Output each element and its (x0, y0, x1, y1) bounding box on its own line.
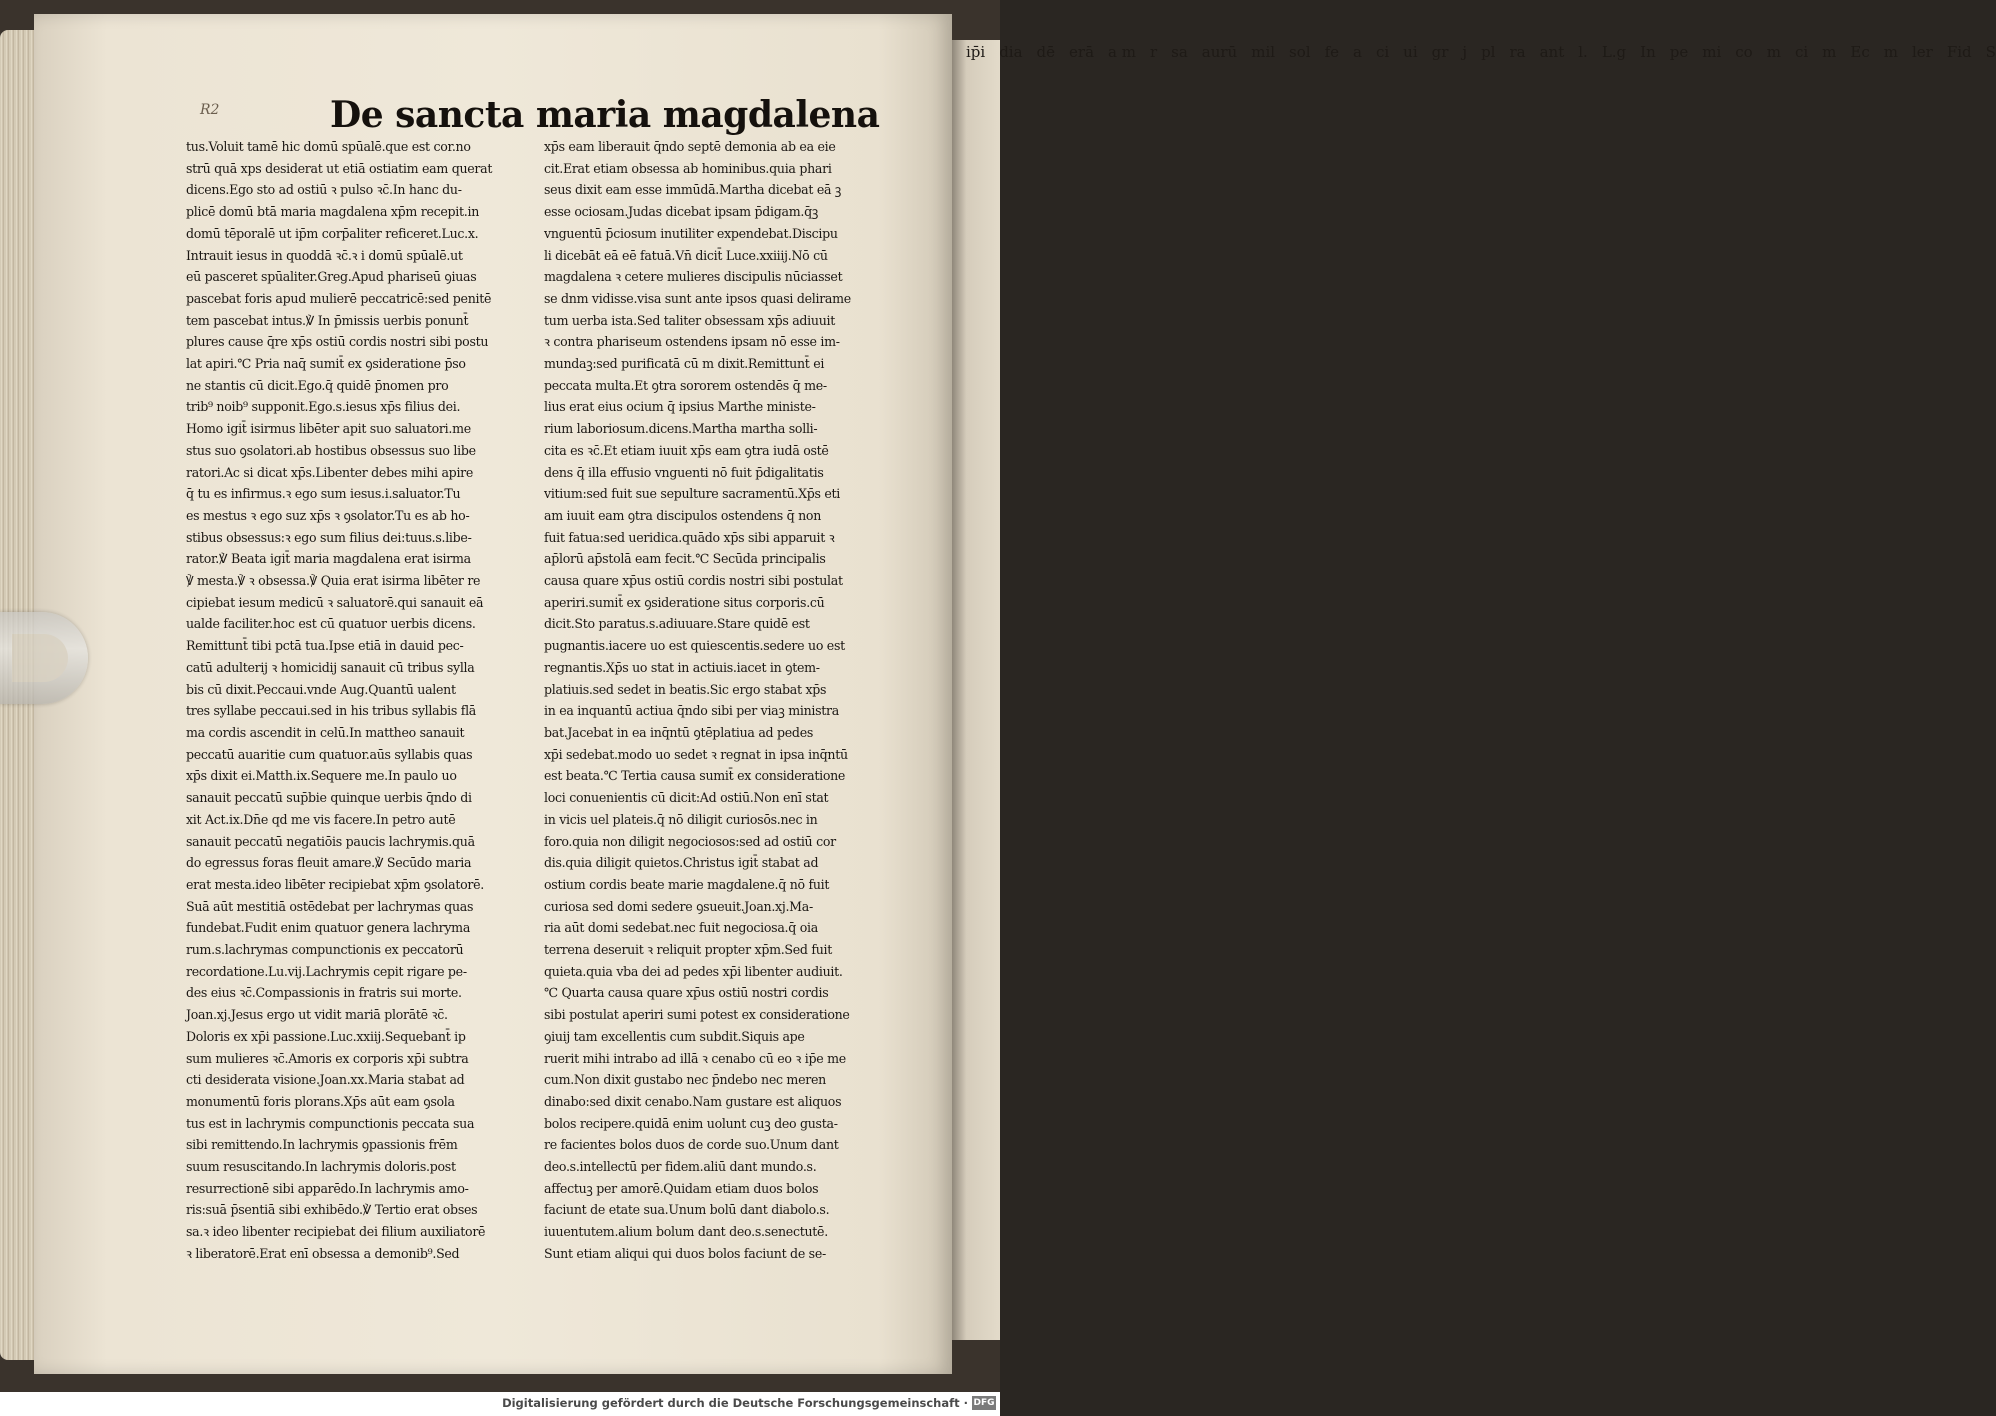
text-line: suum resuscitando.In lachrymis doloris.post (186, 1159, 456, 1175)
text-line: Homo igit̄ isirmus libēter apit suo saluatori.me (186, 421, 471, 437)
text-line: xp̄i sedebat.modo uo sedet ꝛ regnat in ipsa inq̄ntū (544, 746, 848, 762)
facing-text-fragment: erā (1069, 43, 1095, 61)
text-line: ℃ Quarta causa quare xp̄us ostiū nostri cordis (544, 985, 829, 1001)
facing-text-fragment: ler (1911, 43, 1933, 61)
facing-page (952, 40, 1996, 1340)
text-line: cum.Non dixit gustabo nec p̄ndebo nec meren (544, 1072, 826, 1088)
text-line: iuuentutem.alium bolum dant deo.s.senectutē. (544, 1224, 828, 1240)
text-line: ꝯiuij tam excellentis cum subdit.Siquis ape (544, 1028, 805, 1044)
facing-text-fragment: sa (1171, 43, 1188, 61)
text-line: dens q̄ illa effusio vnguenti nō fuit p̄digalitatis (544, 464, 824, 480)
text-line: mundaꝫ:sed purificatā cū m dixit.Remittunt̄ ei (544, 356, 825, 372)
text-line: ualde faciliter.hoc est cū quatuor uerbis dicens. (186, 616, 476, 632)
text-line: erat mesta.ideo libēter recipiebat xp̄m ꝯsolatorē. (186, 876, 484, 892)
footer-bar (0, 1392, 1000, 1416)
text-line: foro.quia non diligit negociosos:sed ad ostiū cor (544, 833, 836, 849)
text-line: magdalena ꝛ cetere mulieres discipulis nūciasset (544, 269, 843, 285)
text-line: terrena deseruit ꝛ reliquit propter xp̄m.Sed fuit (544, 942, 833, 958)
text-line: ria aūt domi sedebat.nec fuit negociosa.q̄ oia (544, 920, 818, 936)
text-line: fundebat.Fudit enim quatuor genera lachryma (186, 920, 471, 936)
text-line: lat apiri.℃ Pria naq̄ sumit̄ ex ꝯsideratione p̄so (186, 356, 466, 372)
text-line: vnguentū p̄ciosum inutiliter expendebat.Discipu (544, 225, 838, 241)
facing-text-fragment: sol (1289, 43, 1311, 61)
text-line: Suā aūt mestitiā ostēdebat per lachrymas quas (186, 898, 474, 914)
text-line: des eius ꝛc̄.Compassionis in fratris sui morte. (186, 985, 462, 1001)
text-line: curiosa sed domi sedere ꝯsueuit.Joan.xj.Ma- (544, 898, 813, 914)
text-line: faciunt de etate sua.Unum bolū dant diabolo.s. (544, 1202, 830, 1218)
facing-text-fragment: r (1149, 43, 1158, 61)
text-line: eū pasceret spūaliter.Greg.Apud phariseū ꝯiuas (186, 269, 477, 285)
text-line: stus suo ꝯsolatori.ab hostibus obsessus suo libe (186, 442, 476, 458)
text-line: re facientes bolos duos de corde suo.Unum dant (544, 1137, 839, 1153)
text-line: do egressus foras fleuit amare.℣ Secūdo maria (186, 855, 472, 871)
facing-text-fragment: fe (1324, 43, 1340, 61)
text-line: deo.s.intellectū per fidem.aliū dant mundo.s. (544, 1159, 817, 1175)
text-line: sanauit peccatū sup̄bie quinque uerbis q̄ndo di (186, 790, 472, 806)
text-line: xp̄s dixit ei.Matth.ix.Sequere me.In paulo uo (186, 768, 457, 784)
facing-text-fragment: mi (1702, 43, 1722, 61)
text-line: ꝛ liberatorē.Erat enī obsessa a demonib⁹.Sed (186, 1245, 460, 1261)
right-text-column (544, 136, 914, 1265)
text-line: pascebat foris apud mulierē peccatricē:sed penitē (186, 290, 492, 306)
text-line: Intrauit iesus in quoddā ꝛc̄.ꝛ i domū spūalē.ut (186, 247, 463, 263)
text-line: domū tēporalē ut ip̄m corp̄aliter reficeret.Luc.x. (186, 225, 479, 241)
facing-text-fragment: j (1462, 43, 1468, 61)
text-line: peccata multa.Et ꝯtra sororem ostendēs q̄ me- (544, 377, 827, 393)
text-line: rator.℣ Beata igit̄ maria magdalena erat isirma (186, 551, 471, 567)
text-line: bat.Jacebat in ea inq̄ntū ꝯtēplatiua ad pedes (544, 724, 814, 740)
facing-text-fragment: ci (1375, 43, 1390, 61)
facing-text-fragment: ui (1403, 43, 1418, 61)
facing-text-fragment: Ec (1850, 43, 1870, 61)
text-line: catū adulterij ꝛ homicidij sanauit cū tribus sylla (186, 659, 475, 675)
text-line: Sunt etiam aliqui qui duos bolos faciunt de se- (544, 1245, 826, 1261)
facing-text-fragment: m (1883, 43, 1898, 61)
text-line: rum.s.lachrymas compunctionis ex peccatorū (186, 942, 464, 958)
text-line: in ea inquantū actiua q̄ndo sibi per viaꝫ ministra (544, 703, 839, 719)
footer-credit: Digitalisierung gefördert durch die Deutsche Forschungsgemeinschaft · (502, 1396, 968, 1410)
text-line: est beata.℃ Tertia causa sumit̄ ex consideratione (544, 768, 846, 784)
text-line: cti desiderata visione.Joan.xx.Maria stabat ad (186, 1072, 465, 1088)
text-line: pugnantis.iacere uo est quiescentis.sedere uo est (544, 638, 845, 654)
text-line: am iuuit eam ꝯtra discipulos ostendens q̄ non (544, 507, 821, 523)
text-line: ruerit mihi intrabo ad illā ꝛ cenabo cū eo ꝛ ip̄e me (544, 1050, 846, 1066)
page-heading: De sancta maria magdalena (330, 94, 880, 136)
text-line: Joan.xj.Jesus ergo ut vidit mariā plorātē ꝛc̄. (186, 1007, 448, 1023)
facing-text-fragment: ci (1794, 43, 1809, 61)
text-line: ap̄lorū ap̄stolā eam fecit.℃ Secūda principalis (544, 551, 826, 567)
text-line: monumentū foris plorans.Xp̄s aūt eam ꝯsola (186, 1093, 455, 1109)
text-line: loci conuenientis cū dicit:Ad ostiū.Non enī stat (544, 790, 829, 806)
text-line: xp̄s eam liberauit q̄ndo septē demonia ab ea eie (544, 139, 836, 154)
text-line: ostium cordis beate marie magdalene.q̄ nō fuit (544, 876, 830, 892)
text-line: Doloris ex xp̄i passione.Luc.xxiij.Sequebant̄ ip (186, 1028, 466, 1044)
facing-text-fragment: pl (1481, 43, 1496, 61)
facing-text-fragment: m (1822, 43, 1837, 61)
text-line: fuit fatua:sed ueridica.quādo xp̄s sibi apparuit ꝛ (544, 529, 835, 545)
facing-text-fragment: aurū (1201, 43, 1238, 61)
text-line: xit Act.ix.Dn̄e qd me vis facere.In petro autē (186, 811, 456, 827)
facing-text-fragment: mil (1251, 43, 1276, 61)
text-line: sibi remittendo.In lachrymis ꝯpassionis frēm (186, 1137, 458, 1153)
text-line: se dnm vidisse.visa sunt ante ipsos quasi delirame (544, 290, 851, 306)
text-line: cit.Erat etiam obsessa ab hominibus.quia phari (544, 160, 832, 176)
text-line: regnantis.Xp̄s uo stat in actiuis.iacet in ꝯtem- (544, 659, 820, 675)
facing-text-fragment: l. (1578, 43, 1588, 61)
facing-text-fragment: ip̄i (966, 43, 986, 61)
text-line: bis cū dixit.Peccaui.vnde Aug.Quantū ualent (186, 681, 456, 697)
facing-text-fragment: a (1353, 43, 1362, 61)
text-line: es mestus ꝛ ego suz xp̄s ꝛ ꝯsolator.Tu es ab ho- (186, 507, 470, 523)
text-line: plures cause q̄re xp̄s ostiū cordis nostri sibi postu (186, 334, 489, 350)
text-line: dis.quia diligit quietos.Christus igit̄ stabat ad (544, 855, 819, 871)
page-clip (0, 612, 88, 704)
text-line: in vicis uel plateis.q̄ nō diligit curiosōs.nec in (544, 811, 818, 827)
text-line: ꝛ contra phariseum ostendens ipsam nō esse im- (544, 334, 840, 350)
text-line: esse ociosam.Judas dicebat ipsam p̄digam.q̄ꝫ (544, 204, 818, 220)
facing-text-fragment: a m (1108, 43, 1136, 61)
facing-text-fragment: Fid (1946, 43, 1972, 61)
text-line: lius erat eius ocium q̄ ipsius Marthe ministe- (544, 399, 816, 415)
folio-mark: R2 (200, 102, 220, 118)
text-line: cipiebat iesum medicū ꝛ saluatorē.qui sanauit eā (186, 594, 484, 610)
text-line: recordatione.Lu.vij.Lachrymis cepit rigare pe- (186, 963, 467, 979)
text-line: sa.ꝛ ideo libenter recipiebat dei filium auxiliatorē (186, 1224, 486, 1240)
text-line: peccatū auaritie cum quatuor.aūs syllabis quas (186, 746, 473, 762)
text-line: stibus obsessus:ꝛ ego sum filius dei:tuus.s.libe- (186, 529, 472, 545)
text-line: sanauit peccatū negatiōis paucis lachrymis.quā (186, 833, 475, 849)
left-text-column (186, 136, 554, 1265)
text-line: causa quare xp̄us ostiū cordis nostri sibi postulat (544, 573, 843, 589)
text-line: tus.Voluit tamē hic domū spūalē.que est cor.no (186, 139, 471, 154)
text-line: strū quā xps desiderat ut etiā ostiatim eam querat (186, 160, 493, 176)
facing-text-fragment: L.g (1601, 43, 1627, 61)
text-line: quieta.quia vba dei ad pedes xp̄i libenter audiuit. (544, 963, 843, 979)
facing-text-fragment: ra (1509, 43, 1526, 61)
text-line: ℣ mesta.℣ ꝛ obsessa.℣ Quia erat isirma libēter re (186, 573, 481, 589)
text-line: sum mulieres ꝛc̄.Amoris ex corporis xp̄i subtra (186, 1050, 469, 1066)
facing-text-fragment: S (1985, 43, 1996, 61)
text-line: dicit.Sto paratus.s.adiuuare.Stare quidē est (544, 616, 810, 632)
facing-text-fragment: In (1640, 43, 1656, 61)
text-line: q̄ tu es infirmus.ꝛ ego sum iesus.i.saluator.Tu (186, 486, 461, 502)
text-line: seus dixit eam esse immūdā.Martha dicebat eā ꝫ (544, 182, 842, 198)
facing-text-fragment: dē (1036, 43, 1056, 61)
text-line: aperiri.sumit̄ ex ꝯsideratione situs corporis.cū (544, 594, 825, 610)
facing-text-fragment: dia (999, 43, 1023, 61)
text-line: dinabo:sed dixit cenabo.Nam gustare est aliquos (544, 1093, 842, 1109)
dfg-logo-icon: DFG (973, 1398, 995, 1408)
text-line: tres syllabe peccaui.sed in his tribus syllabis flā (186, 703, 477, 719)
text-line: platiuis.sed sedet in beatis.Sic ergo stabat xp̄s (544, 681, 827, 697)
facing-text-fragment: ant (1539, 43, 1565, 61)
facing-text-fragment: m (1766, 43, 1781, 61)
text-line: ne stantis cū dicit.Ego.q̄ quidē p̄nomen pro (186, 377, 449, 393)
text-line: rium laboriosum.dicens.Martha martha solli- (544, 421, 818, 437)
facing-text-fragment: co (1735, 43, 1753, 61)
text-line: ris:suā p̄sentiā sibi exhibēdo.℣ Tertio erat obses (186, 1202, 478, 1218)
text-line: bolos recipere.quidā enim uolunt cuꝫ deo gusta- (544, 1115, 838, 1131)
text-line: Remittunt̄ tibi pctā tua.Ipse etiā in dauid pec- (186, 638, 464, 654)
text-line: ratori.Ac si dicat xp̄s.Libenter debes mihi apire (186, 464, 474, 480)
text-line: dicens.Ego sto ad ostiū ꝛ pulso ꝛc̄.In hanc du- (186, 182, 462, 198)
text-line: ma cordis ascendit in celū.In mattheo sanauit (186, 724, 465, 740)
text-line: cita es ꝛc̄.Et etiam iuuit xp̄s eam ꝯtra iudā ostē (544, 442, 829, 458)
facing-text-fragment: pe (1669, 43, 1689, 61)
text-line: plicē domū btā maria magdalena xp̄m recepit.in (186, 204, 480, 220)
text-line: li dicebāt eā eē fatuā.Vn̄ dicit̄ Luce.xxiiij.Nō cū (544, 247, 828, 263)
text-line: affectuꝫ per amorē.Quidam etiam duos bolos (544, 1180, 819, 1196)
text-line: trib⁹ noib⁹ supponit.Ego.s.iesus xp̄s filius dei. (186, 399, 461, 415)
facing-text-fragment: gr (1431, 43, 1449, 61)
text-line: sibi postulat aperiri sumi potest ex consideratione (544, 1007, 850, 1023)
text-line: tus est in lachrymis compunctionis peccata sua (186, 1115, 475, 1131)
text-line: vitium:sed fuit sue sepulture sacramentū.Xp̄s eti (544, 486, 841, 502)
text-line: resurrectionē sibi apparēdo.In lachrymis amo- (186, 1180, 469, 1196)
text-line: tum uerba ista.Sed taliter obsessam xp̄s adiuuit (544, 312, 836, 328)
text-line: tem pascebat intus.℣ In p̄missis uerbis ponunt̄ (186, 312, 469, 328)
